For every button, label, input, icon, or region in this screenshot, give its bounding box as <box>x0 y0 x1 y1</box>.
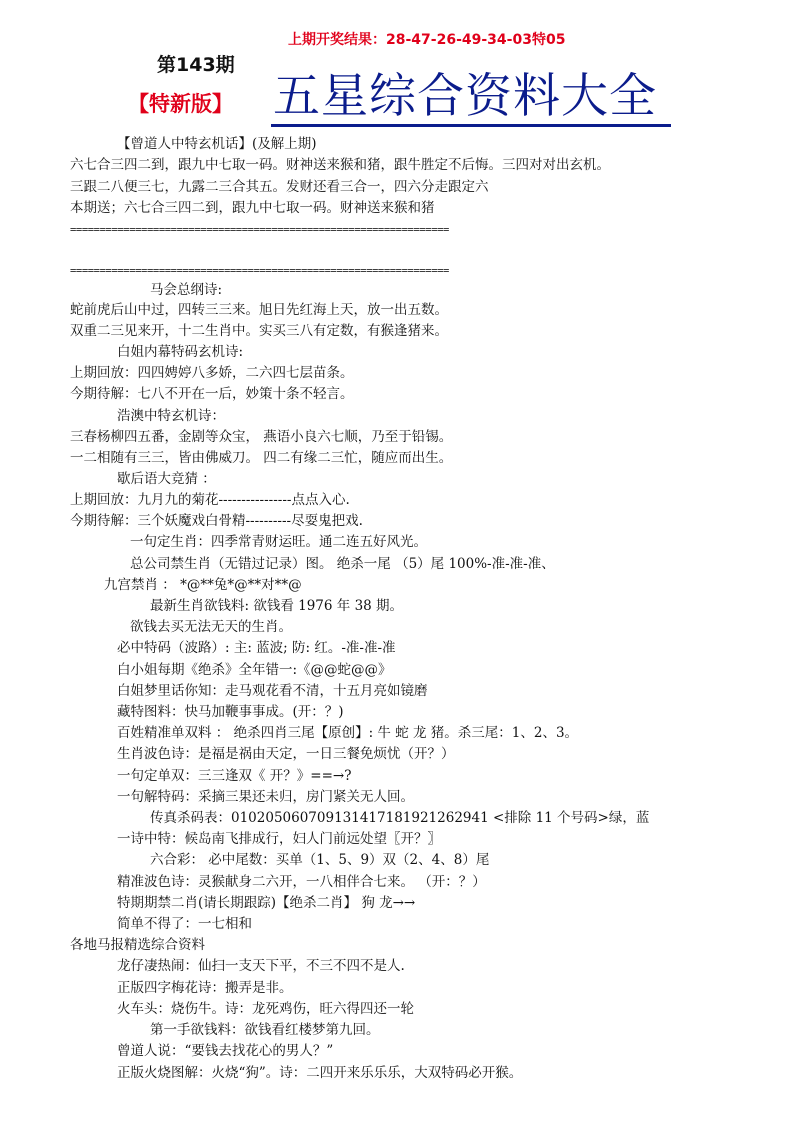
text-line: 【曾道人中特玄机话】(及解上期) <box>117 136 317 152</box>
text-line: 一句解特码：采摘三果还未归，房门紧关无人回。 <box>117 789 414 805</box>
text-line: 百姓精准单双料 ： 绝杀四肖三尾【原创】: 牛 蛇 龙 猪。杀三尾：1、2、3。 <box>117 725 579 741</box>
text-line: 白小姐每期《绝杀》全年错一:《@@蛇@@》 <box>117 662 392 678</box>
text-line: 龙仔凄热闹：仙扫一支天下平，不三不四不是人. <box>117 958 405 974</box>
text-line: 特期期禁二肖(请长期跟踪)【绝杀二肖】 狗 龙→→ <box>117 895 416 911</box>
text-line: 今期待解：三个妖魔戏白骨精----------尽耍鬼把戏. <box>70 513 363 529</box>
text-line: 今期待解：七八不开在一后，妙策十条不轻言。 <box>70 386 354 402</box>
text-line: 白姐梦里话你知：走马观花看不清，十五月亮如镜磨 <box>117 683 428 699</box>
text-line: 藏特图料：快马加鞭事事成。(开：？) <box>117 704 344 720</box>
issue-number: 第143期 <box>157 54 235 76</box>
text-line: 欲钱去买无法无天的生肖。 <box>130 619 292 635</box>
text-line: 一句定生肖：四季常青财运旺。通二连五好风光。 <box>130 534 427 550</box>
text-line: 生肖波色诗：是福是祸由天定，一日三餐免烦忧（开？） <box>117 746 455 762</box>
section-heading: 马会总纲诗: <box>150 282 223 298</box>
separator: ================================================================ <box>70 224 449 236</box>
text-line: 九宫禁肖 ： *@**兔*@**对**@ <box>104 577 302 593</box>
text-line: 传真杀码表：0102050607091314171819212629​41 <排除 11 个号码>绿，蓝 <box>150 810 650 826</box>
text-line: 正版火烧图解：火烧“狗”。诗：二四开来乐乐乐，大双特码必开猴。 <box>117 1065 523 1081</box>
text-line: 双重二三见来开，十二生肖中。实买三八有定数，有猴逢猪来。 <box>70 323 448 339</box>
text-line: 一句定单双：三三逢双《 开？》==→? <box>117 768 352 784</box>
text-line: 上期回放：四四娉婷八多娇，二六四七层苗条。 <box>70 365 354 381</box>
text-line: 最新生肖欲钱料: 欲钱看 1976 年 38 期。 <box>150 598 404 614</box>
text-line: 一诗中特：候岛南飞排成行，妇人门前远处望〖开？〗 <box>117 831 441 847</box>
text-line: 精准波色诗：灵猴献身二六开，一八相伴合七来。 （开：？） <box>117 874 486 890</box>
text-line: 一二相随有三三，皆由佛威刀。 四二有缘二三忙，随应而出生。 <box>70 450 453 466</box>
section-heading: 各地马报精选综合资料 <box>70 937 205 953</box>
edition-label: 【特新版】 <box>128 91 233 116</box>
title-underline <box>271 124 671 127</box>
text-line: 简单不得了：一七相和 <box>117 916 252 932</box>
text-line: 本期送；六七合三四二到，跟九中七取一码。财神送来猴和猪 <box>70 200 435 216</box>
last-result: 上期开奖结果：28-47-26-49-34-03特05 <box>288 32 566 48</box>
text-line: 三春杨柳四五番，金剧等众宝， 燕语小良六七顺，乃至于铅锡。 <box>70 429 453 445</box>
text-line: 上期回放：九月九的菊花----------------点点入心. <box>70 492 350 508</box>
text-line: 三跟二八便三七，九露二三合其五。发财还看三合一，四六分走跟定六 <box>70 179 489 195</box>
page-title: 五星综合资料大全 <box>273 69 657 124</box>
text-line: 火车头：烧伤牛。诗：龙死鸡伤，旺六得四还一轮 <box>117 1001 414 1017</box>
text-line: 六七合三四二到，跟九中七取一码。财神送来猴和猪，跟牛胜定不后悔。三四对对出玄机。 <box>70 157 610 173</box>
text-line: 蛇前虎后山中过，四转三三来。旭日先红海上天，放一出五数。 <box>70 302 448 318</box>
section-heading: 歇后语大竞猜 ： <box>117 471 216 487</box>
text-line: 正版四字梅花诗：搬弄是非。 <box>117 980 293 996</box>
separator: ================================================================ <box>70 265 449 277</box>
text-line: 曾道人说：“要钱去找花心的男人？” <box>117 1043 334 1059</box>
section-heading: 浩澳中特玄机诗： <box>117 408 225 424</box>
text-line: 必中特码（波路）: 主: 蓝波; 防: 红。-准-准-准 <box>117 640 396 656</box>
text-line: 第一手欲钱料：欲钱看红楼梦第九回。 <box>150 1022 380 1038</box>
text-line: 六合彩： 必中尾数：买单（1、5、9）双（2、4、8）尾 <box>150 852 490 868</box>
section-heading: 白姐内幕特码玄机诗: <box>117 344 244 360</box>
text-line: 总公司禁生肖（无错过记录）图。 绝杀一尾 （5）尾 100%-准-准-准、 <box>130 556 555 572</box>
